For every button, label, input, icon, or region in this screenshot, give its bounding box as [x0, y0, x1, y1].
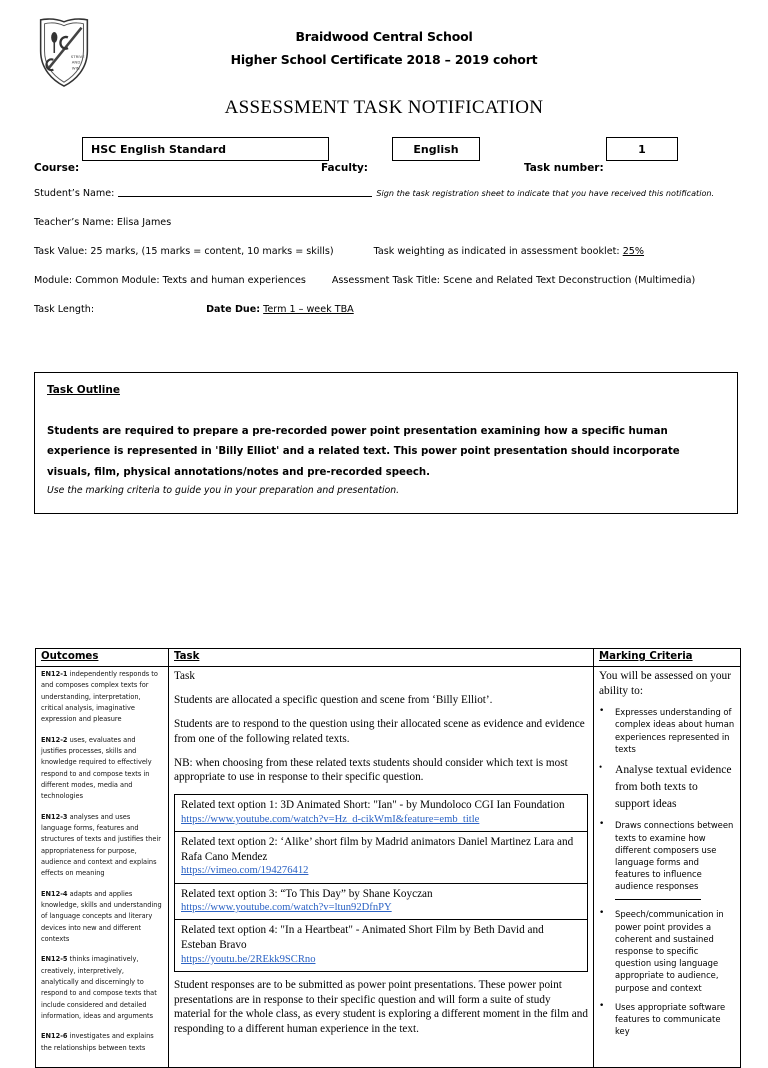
outcome-item — [41, 669, 163, 726]
sign-note: Sign the task registration sheet to indicate that you have received this notification. — [376, 188, 715, 198]
marking-criteria-item: • Draws connections between texts to examine how different composers use language forms and features to influence audience responses — [599, 819, 735, 892]
related-text-link[interactable]: https://vimeo.com/194276412 — [181, 865, 309, 877]
marking-criteria-item: • Analyse textual evidence from both texts to support ideas — [599, 762, 735, 812]
outcome-code: EN12-5 — [41, 955, 68, 964]
school-title-block — [0, 30, 768, 67]
date-due-value: Term 1 – week TBA — [263, 304, 354, 315]
module-value: Common Module: Texts and human experiences — [75, 275, 306, 286]
related-text-link[interactable]: https://www.youtube.com/watch?v=Hz_d-cikWmI&feature=emb_title — [181, 813, 480, 825]
task-outline-body: Students are required to prepare a pre-recorded power point presentation examining how a specific human experience is represented in 'Billy Elliot' and a related text. This power point presentation should incorporate visuals, film, physical annotations/notes and pre-recorded speech. — [47, 426, 680, 478]
task-subheading: Task — [174, 670, 195, 682]
column-header-outcomes: Outcomes — [36, 649, 169, 667]
student-name-line — [34, 187, 768, 199]
faculty-label: Faculty: — [321, 162, 369, 174]
outcome-text: thinks imaginatively, creatively, interpretively, analytically and discerningly to respond to and compose texts that include considered and detailed information, ideas and arguments — [41, 955, 157, 1020]
task-value-text: 25 marks, (15 marks = content, 10 marks = skills) — [90, 246, 334, 257]
document-title: ASSESSMENT TASK NOTIFICATION — [224, 97, 544, 118]
details-block — [0, 187, 768, 315]
marking-criteria-item: • Expresses understanding of complex ideas about human experiences represented in texts — [599, 706, 735, 755]
course-value-box[interactable]: HSC English Standard — [82, 137, 329, 161]
outcome-code: EN12-6 — [41, 1032, 68, 1041]
outcome-item — [41, 735, 163, 803]
teacher-name-label: Teacher’s Name: — [34, 217, 114, 228]
column-header-marking-criteria: Marking Criteria — [594, 649, 741, 667]
outcome-text: independently responds to and composes complex texts for understanding, interpretation, critical analysis, imaginative expression and pleasure — [41, 670, 158, 724]
task-paragraph: NB: when choosing from these related texts students should consider which text is most appropriate to use in response to their specific question. — [174, 756, 568, 784]
related-text-option — [174, 794, 588, 832]
task-cell — [169, 667, 594, 1068]
marking-section-divider — [615, 899, 701, 900]
task-outline-heading: Task Outline — [47, 384, 120, 396]
outcome-text: investigates and explains the relationships between texts — [41, 1032, 154, 1052]
assessment-table — [35, 648, 741, 1068]
weighting-label: Task weighting as indicated in assessment booklet: — [373, 246, 620, 257]
module-line — [34, 275, 768, 286]
outcome-item — [41, 1031, 163, 1054]
task-length-label: Task Length: — [34, 304, 95, 315]
outcome-text: uses, evaluates and justifies processes, skills and knowledge required to effectively respond to and compose texts in different modes, media and technologies — [41, 735, 152, 801]
student-name-label: Student’s Name: — [34, 188, 115, 199]
document-header — [0, 0, 768, 92]
school-subtitle: Higher School Certificate 2018 – 2019 cohort — [230, 51, 538, 67]
school-name: Braidwood Central School — [295, 29, 473, 44]
student-name-input[interactable] — [118, 187, 372, 197]
related-texts-list — [174, 794, 588, 972]
related-text-title: Related text option 4: "In a Heartbeat" - Animated Short Film by Beth David and Esteban Bravo — [181, 924, 544, 952]
related-text-title: Related text option 1: 3D Animated Short: "Ian" - by Mundoloco CGI Ian Foundation — [181, 799, 565, 812]
marking-criteria-list — [599, 706, 735, 1037]
assessment-task-title-value: Scene and Related Text Deconstruction (Multimedia) — [443, 275, 696, 286]
related-text-option — [174, 883, 588, 921]
outcome-code: EN12-2 — [41, 735, 68, 744]
svg-text:STRIVE: STRIVE — [70, 53, 85, 59]
teacher-name-line — [34, 217, 768, 228]
marking-criteria-item: • Speech/communication in power point provides a coherent and sustained response to specific question using language appropriate to audience, purpose and context — [599, 908, 735, 993]
outcome-text: adapts and applies knowledge, skills and understanding of language concepts and literary devices into new and different contexts — [41, 889, 162, 943]
task-value-line — [34, 246, 768, 257]
outcome-item — [41, 889, 163, 946]
marking-criteria-cell — [594, 667, 741, 1068]
task-paragraph: Students are to respond to the question using their allocated scene as evidence and evidence from one of the following related texts. — [174, 717, 585, 745]
faculty-value-box[interactable]: English — [392, 137, 480, 161]
outcome-code: EN12-3 — [41, 812, 68, 821]
task-outline-footer: Use the marking criteria to guide you in your preparation and presentation. — [47, 485, 400, 497]
table-header-row — [36, 649, 741, 667]
svg-text:WIN: WIN — [71, 65, 80, 71]
course-field-row — [0, 137, 768, 181]
related-text-title: Related text option 3: “To This Day” by Shane Koyczan — [181, 887, 433, 900]
assessment-task-title-label: Assessment Task Title: — [331, 275, 441, 286]
related-text-title: Related text option 2: ‘Alike’ short film by Madrid animators Daniel Martinez Lara and Rafa Cano Mendez — [181, 836, 574, 863]
task-paragraph: Students are allocated a specific question and scene from ‘Billy Elliot’. — [174, 693, 493, 706]
marking-criteria-item: • Uses appropriate software features to communicate key — [599, 1001, 735, 1038]
outcome-item — [41, 812, 163, 880]
outcome-item — [41, 954, 163, 1022]
svg-text:AND: AND — [71, 59, 81, 65]
table-row — [36, 667, 741, 1068]
related-text-option — [174, 831, 588, 883]
task-value-label: Task Value: — [34, 246, 88, 257]
task-tail-paragraph: Student responses are to be submitted as power point presentations. These power point presentations are in response to their specific question and will form a suite of study material for the whole class, as every student is exploring a different moment in the film and responding to a different human experience in the text. — [174, 978, 588, 1036]
outcome-code: EN12-4 — [41, 889, 68, 898]
teacher-name-value: Elisa James — [116, 217, 172, 228]
date-due-label: Date Due: — [206, 304, 261, 315]
weighting-value: 25% — [622, 246, 645, 257]
outcomes-cell — [36, 667, 169, 1068]
task-length-line — [34, 304, 768, 315]
outcome-text: analyses and uses language forms, features and structures of texts and justifies their appropriateness for purpose, audience and context and explains effects on meaning — [41, 812, 161, 878]
column-header-task: Task — [169, 649, 594, 667]
task-number-label: Task number: — [524, 162, 604, 174]
related-text-link[interactable]: https://youtu.be/2REkk9SCRno — [181, 953, 316, 965]
related-text-link[interactable]: https://www.youtube.com/watch?v=ltun92DfnPY — [181, 902, 392, 914]
outcome-code: EN12-1 — [41, 670, 68, 678]
marking-intro: You will be assessed on your ability to: — [599, 670, 732, 697]
module-label: Module: — [34, 275, 73, 286]
task-outline-box — [34, 372, 738, 514]
course-label: Course: — [34, 162, 80, 174]
related-text-option — [174, 919, 588, 971]
task-number-value-box[interactable]: 1 — [606, 137, 678, 161]
